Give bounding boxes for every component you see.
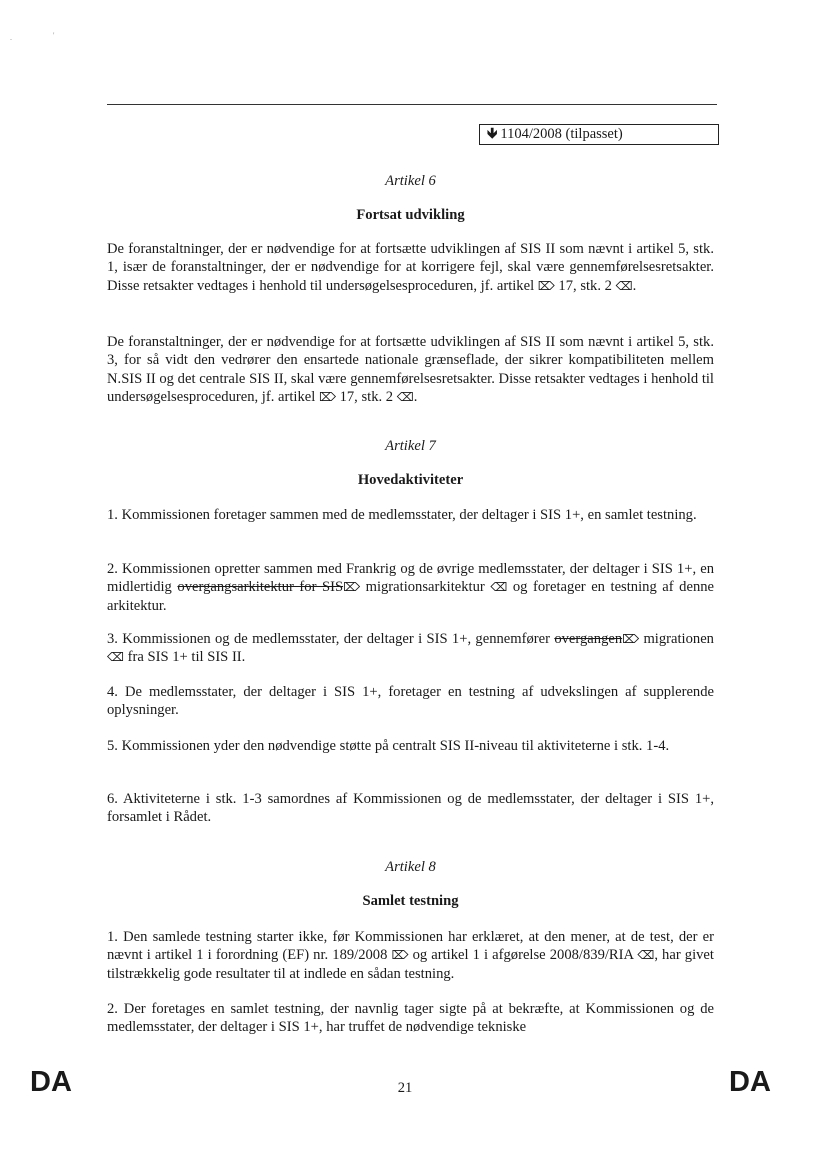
article-6-title: Fortsat udvikling	[356, 207, 465, 223]
item-text: 2. Kommissionen opretter sammen med Frankrig og de øvrige medlemsstater, der deltager i SIS 1+, en midlertidig	[107, 561, 714, 596]
item-text-end: og foretager en testning af denne arkitektur.	[107, 579, 715, 614]
insert-start-icon: ⌦	[622, 632, 640, 646]
article-7-item-4	[107, 683, 714, 720]
reference-box	[479, 124, 719, 145]
article-8-title: Samlet testning	[362, 893, 459, 909]
insert-start-icon: ⌦	[537, 278, 555, 293]
article-6-paragraph-2	[107, 333, 714, 406]
article-7-item-5	[107, 737, 714, 755]
inserted-text: og artikel 1 i afgørelse 2008/839/RIA	[412, 947, 634, 964]
language-code-right: DA	[729, 1066, 771, 1098]
inserted-text: migrationen	[643, 631, 714, 647]
down-arrow-icon: 🡻	[487, 126, 498, 142]
item-text: 4. De medlemsstater, der deltager i SIS 1+, foretager en testning af udvekslingen af supplerende oplysninger.	[107, 684, 714, 719]
language-code-left: DA	[30, 1066, 72, 1098]
article-7-item-2	[107, 560, 714, 615]
insert-end-icon: ⌫	[107, 650, 124, 665]
item-text-end: fra SIS 1+ til SIS II.	[127, 649, 246, 666]
inserted-text: 17, stk. 2	[558, 277, 612, 294]
article-8-label: Artikel 8	[385, 859, 436, 875]
insert-end-icon: ⌫	[490, 580, 508, 595]
scan-speck: '	[53, 31, 55, 40]
insert-start-icon: ⌦	[391, 948, 409, 963]
paragraph-end: .	[632, 277, 637, 294]
item-text: 1. Kommissionen foretager sammen med de medlemsstater, der deltager i SIS 1+, en samlet testning.	[107, 507, 697, 523]
inserted-text: migrationsarkitektur	[365, 579, 485, 596]
insert-end-icon: ⌫	[396, 389, 414, 404]
article-7-title: Hovedaktiviteter	[357, 472, 464, 488]
insert-end-icon: ⌫	[637, 948, 655, 963]
article-7-label: Artikel 7	[385, 438, 436, 454]
reference-text: 1104/2008 (tilpasset)	[500, 126, 623, 142]
insert-end-icon: ⌫	[615, 278, 633, 293]
inserted-text: 17, stk. 2	[339, 388, 394, 405]
article-8-item-2	[107, 1000, 714, 1037]
article-6-label: Artikel 6	[385, 173, 436, 189]
item-text-end: , har givet tilstrækkelig gode resultater til at indlede en sådan testning.	[107, 947, 714, 982]
scan-speck: .	[10, 33, 12, 42]
item-text: 6. Aktiviteterne i stk. 1-3 samordnes af Kommissionen og de medlemsstater, der deltager i SIS 1+, forsamlet i Rådet.	[107, 791, 714, 826]
item-text: 1. Den samlede testning starter ikke, før Kommissionen har erklæret, at den mener, at de test, der er nævnt i artikel 1 i forordning (EF) nr. 189/2008	[107, 929, 714, 964]
header-rule	[107, 104, 717, 105]
deleted-text: overgangsarkitektur for SIS	[177, 579, 344, 596]
item-text: 5. Kommissionen yder den nødvendige støtte på centralt SIS II-niveau til aktiviteterne i stk. 1-4.	[107, 738, 670, 754]
deleted-text: overgangen	[554, 631, 623, 647]
paragraph-end: .	[413, 388, 418, 405]
insert-start-icon: ⌦	[343, 580, 361, 595]
article-6-paragraph-1	[107, 240, 714, 295]
item-text: 2. Der foretages en samlet testning, der navnlig tager sigte på at bekræfte, at Kommissionen og de medlemsstater, der deltager i SIS 1+, har truffet de nødvendige tekniske	[107, 1001, 714, 1036]
paragraph-text: De foranstaltninger, der er nødvendige for at fortsætte udviklingen af SIS II som nævnt i artikel 5, stk. 1, især de foranstaltninger, der er nødvendige for at korrigere fejl, skal være gennemførelsesretsakter. Disse retsakter vedtages i henhold til undersøgelsesproceduren, jf. artikel	[107, 241, 714, 294]
paragraph-text: De foranstaltninger, der er nødvendige for at fortsætte udviklingen af SIS II som nævnt i artikel 5, stk. 3, for så vidt den vedrører den ensartede nationale grænseflade, der sikrer kompatibiliteten mellem N.SIS II og det centrale SIS II, skal være gennemførelsesretsakter. Disse retsakter vedtages i henhold til undersøgelsesproceduren, jf. artikel	[107, 334, 714, 405]
article-7-item-3	[107, 630, 714, 667]
article-7-item-6	[107, 790, 714, 827]
article-7-item-1	[107, 506, 714, 524]
page-number: 21	[397, 1080, 413, 1096]
insert-start-icon: ⌦	[318, 389, 336, 404]
item-text: 3. Kommissionen og de medlemsstater, der deltager i SIS 1+, gennemfører	[107, 631, 550, 647]
article-8-item-1	[107, 928, 714, 983]
